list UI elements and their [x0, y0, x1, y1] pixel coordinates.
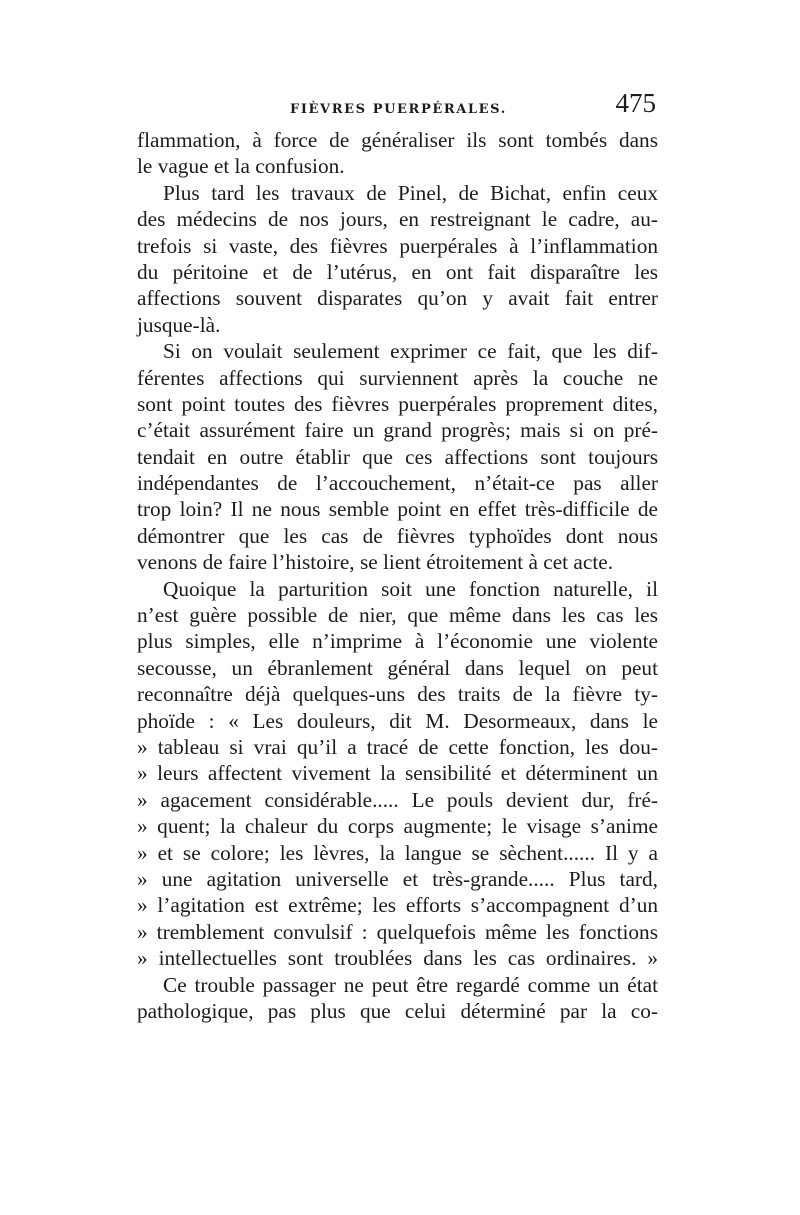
page-number: 475: [615, 88, 656, 118]
text-line: indépendantes de l’accouchement, n’était-ce pas aller: [137, 471, 658, 496]
text-line: des médecins de nos jours, en restreignant le cadre, au-: [137, 207, 658, 232]
text-line: du péritoine et de l’utérus, en ont fait disparaître les: [137, 259, 658, 284]
text-line: le vague et la confusion.: [137, 154, 345, 179]
text-line: trefois si vaste, des fièvres puerpérales à l’inflammation: [137, 233, 658, 258]
text-line: Si on voulait seulement exprimer ce fait, que les dif-: [163, 339, 658, 364]
text-line: » une agitation universelle et très-grande..... Plus tard,: [137, 866, 658, 891]
text-line: » et se colore; les lèvres, la langue se sèchent...... Il y a: [137, 840, 658, 865]
text-line: » l’agitation est extrême; les efforts s’accompagnent d’un: [137, 893, 658, 918]
text-line: affections souvent disparates qu’on y avait fait entrer: [137, 286, 658, 311]
text-line: » tremblement convulsif : quelquefois même les fonctions: [137, 919, 658, 944]
text-line: tendait en outre établir que ces affections sont toujours: [137, 444, 658, 469]
text-line: flammation, à force de généraliser ils sont tombés dans: [137, 128, 658, 152]
text-line: reconnaître déjà quelques-uns des traits de la fièvre ty-: [137, 682, 658, 707]
text-line: Plus tard les travaux de Pinel, de Bichat, enfin ceux: [163, 180, 658, 205]
text-line: plus simples, elle n’imprime à l’économie une violente: [137, 629, 658, 654]
body-text: [137, 127, 658, 1024]
text-line: » intellectuelles sont troublées dans les cas ordinaires. »: [137, 946, 658, 971]
running-title: FIÈVRES PUERPÉRALES.: [290, 102, 507, 117]
text-line: venons de faire l’histoire, se lient étroitement à cet acte.: [137, 550, 614, 575]
text-line: pathologique, pas plus que celui déterminé par la co-: [137, 998, 658, 1023]
text-line: c’était assurément faire un grand progrès; mais si on pré-: [137, 418, 658, 443]
text-line: Quoique la parturition soit une fonction naturelle, il: [163, 576, 658, 601]
text-line: » quent; la chaleur du corps augmente; le visage s’anime: [137, 814, 658, 839]
text-line: trop loin? Il ne nous semble point en effet très-difficile de: [137, 497, 658, 522]
text-line: phoïde : « Les douleurs, dit M. Desormeaux, dans le: [137, 708, 658, 733]
text-line: secousse, un ébranlement général dans lequel on peut: [137, 655, 658, 680]
text-line: » leurs affectent vivement la sensibilité et déterminent un: [137, 761, 658, 786]
text-line: » agacement considérable..... Le pouls devient dur, fré-: [137, 787, 658, 812]
page-header: [143, 88, 656, 128]
text-line: » tableau si vrai qu’il a tracé de cette fonction, les dou-: [137, 734, 658, 759]
text-line: démontrer que les cas de fièvres typhoïdes dont nous: [137, 523, 658, 548]
text-line: jusque-là.: [137, 312, 221, 337]
text-line: Ce trouble passager ne peut être regardé comme un état: [163, 972, 658, 997]
text-line: n’est guère possible de nier, que même dans les cas les: [137, 603, 658, 628]
text-line: férentes affections qui surviennent après la couche ne: [137, 365, 658, 390]
text-line: sont point toutes des fièvres puerpérales proprement dites,: [137, 391, 658, 416]
